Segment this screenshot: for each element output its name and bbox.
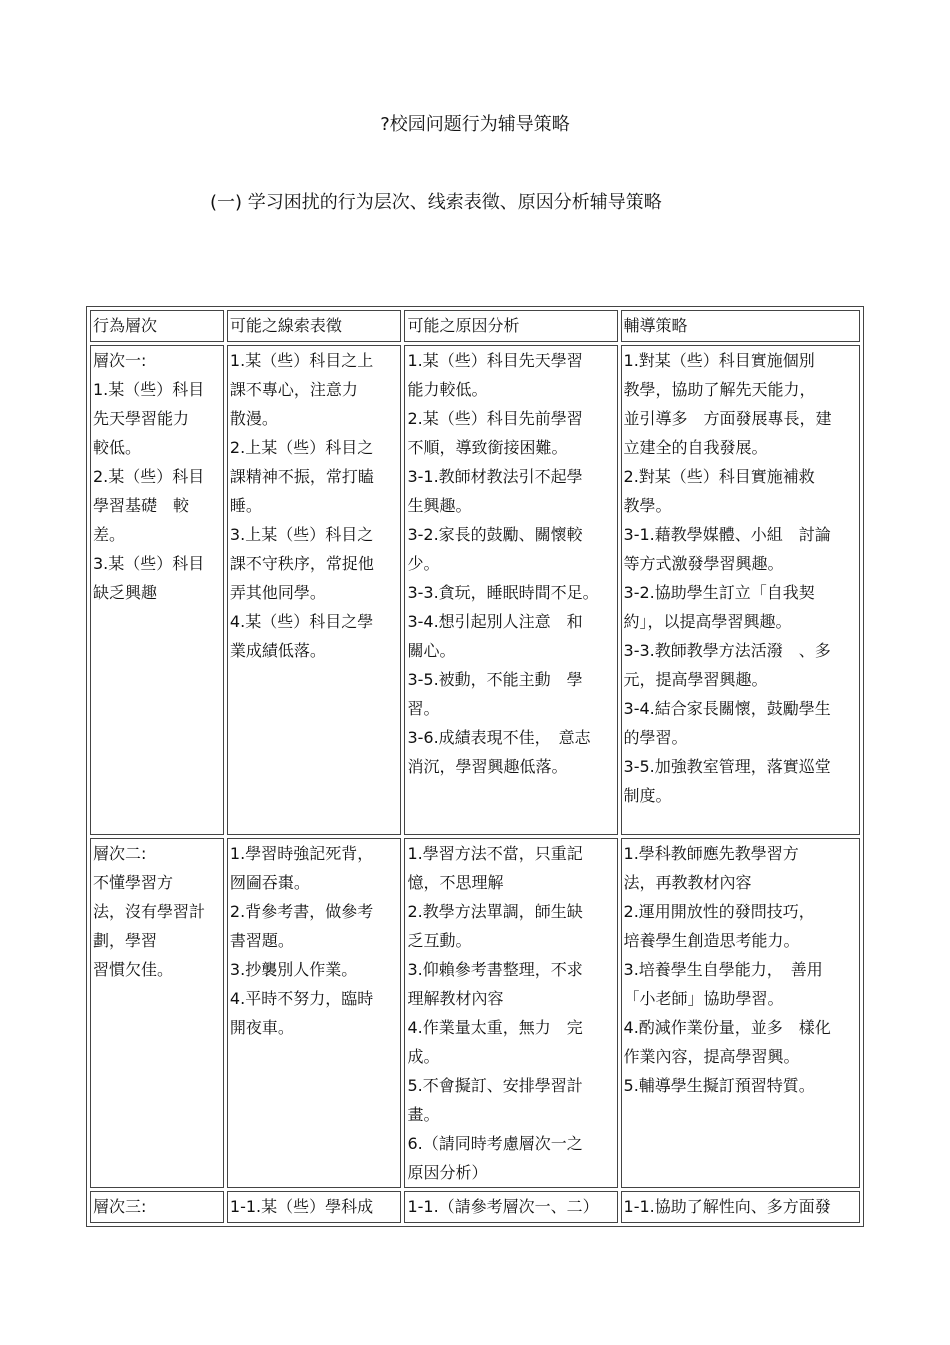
table-row <box>90 1191 860 1223</box>
cell-text-line: 課不專心，注意力 <box>229 380 358 399</box>
cell-clue-signs <box>227 345 402 835</box>
cell-text-line: 2.某（些）科目 <box>93 467 205 486</box>
cell-text-line: 3-2.協助學生訂立「自我契 <box>623 583 815 602</box>
cell-cause-analysis <box>404 838 617 1188</box>
cell-text-line: 關心。 <box>407 641 456 660</box>
cell-text-line: 「小老師」協助學習。 <box>623 989 784 1008</box>
cell-guidance-strategy <box>621 1191 860 1223</box>
cell-text-line: 學習基礎 較 <box>93 496 190 515</box>
cell-text-line: 3-1.藉教學媒體、小組 討論 <box>623 525 831 544</box>
cell-text-line: 1.學習時強記死背， <box>229 844 374 863</box>
cell-guidance-strategy <box>621 838 860 1188</box>
cell-text-line: 5.輔導學生擬訂預習特質。 <box>623 1076 815 1095</box>
cell-text-line: 4.作業量太重，無力 完 <box>407 1018 583 1037</box>
cell-text-line: 1-1.某（些）學科成 <box>229 1197 374 1216</box>
cell-behavior-level <box>90 345 224 835</box>
cell-text-line: 習慣欠佳。 <box>93 960 174 979</box>
cell-text-line: 的學習。 <box>623 728 688 747</box>
header-guidance-strategy: 輔導策略 <box>621 310 860 342</box>
cell-text-line: 1.對某（些）科目實施個別 <box>623 351 815 370</box>
cell-text-line: 元，提高學習興趣。 <box>623 670 768 689</box>
cell-text-line: 1-1.（請參考層次一、二） <box>407 1197 599 1216</box>
cell-text-line: 1.學習方法不當，只重記 <box>407 844 583 863</box>
cell-text-line: 課不守秩序，常捉他 <box>229 554 374 573</box>
cell-text-line: 3-6.成績表現不佳， 意志 <box>407 728 591 747</box>
cell-behavior-level <box>90 1191 224 1223</box>
cell-text-line: 3-5.加強教室管理，落實巡堂 <box>623 757 831 776</box>
cell-text-line: 囫圇吞棗。 <box>229 873 310 892</box>
cell-text-line: 少。 <box>407 554 440 573</box>
cell-text-line: 生興趣。 <box>407 496 472 515</box>
cell-text-line: 2.運用開放性的發問技巧， <box>623 902 815 921</box>
cell-text-line: 5.不會擬訂、安排學習計 <box>407 1076 583 1095</box>
cell-text-line: 缺乏興趣 <box>93 583 158 602</box>
cell-text-line: 習。 <box>407 699 440 718</box>
cell-text-line: 3-5.被動，不能主動 學 <box>407 670 583 689</box>
cell-guidance-strategy <box>621 345 860 835</box>
cell-text-line: 立建全的自我發展。 <box>623 438 768 457</box>
cell-text-line: 層次三: <box>93 1197 147 1216</box>
section-subtitle: (一) 学习困扰的行为层次、线索表徵、原因分析辅导策略 <box>210 192 662 213</box>
cell-text-line: 1.學科教師應先教學習方 <box>623 844 799 863</box>
cell-text-line: 睡。 <box>229 496 262 515</box>
cell-text-line: 3-3.貪玩，睡眠時間不足。 <box>407 583 599 602</box>
table-header-row <box>90 310 860 342</box>
guidance-table <box>86 306 864 1227</box>
cell-text-line: 層次二: <box>93 844 147 863</box>
cell-text-line: 3-4.結合家長關懷，鼓勵學生 <box>623 699 831 718</box>
cell-text-line: 法，沒有學習計 <box>93 902 206 921</box>
cell-text-line: 消沉，學習興趣低落。 <box>407 757 568 776</box>
cell-text-line: 3.某（些）科目 <box>93 554 205 573</box>
cell-text-line: 3-3.教師教學方法活潑 、多 <box>623 641 831 660</box>
cell-text-line: 能力較低。 <box>407 380 488 399</box>
cell-cause-analysis <box>404 345 617 835</box>
cell-text-line: 層次一: <box>93 351 147 370</box>
cell-text-line: 劃，學習 <box>93 931 158 950</box>
cell-text-line: 1-1.協助了解性向、多方面發 <box>623 1197 831 1216</box>
cell-text-line: 1.某（些）科目 <box>93 380 205 399</box>
cell-text-line: 書習題。 <box>229 931 294 950</box>
header-cause-analysis: 可能之原因分析 <box>404 310 617 342</box>
cell-text-line: 制度。 <box>623 786 672 805</box>
cell-text-line: 2.背參考書，做參考 <box>229 902 374 921</box>
cell-text-line: 3-1.教師材教法引不起學 <box>407 467 583 486</box>
cell-text-line: 教學。 <box>623 496 672 515</box>
cell-text-line: 法，再教教材內容 <box>623 873 752 892</box>
cell-text-line: 乏互動。 <box>407 931 472 950</box>
cell-text-line: 3.抄襲別人作業。 <box>229 960 358 979</box>
cell-text-line: 較低。 <box>93 438 142 457</box>
cell-text-line: 4.酌減作業份量，並多 樣化 <box>623 1018 831 1037</box>
cell-text-line: 4.平時不努力，臨時 <box>229 989 374 1008</box>
cell-clue-signs <box>227 838 402 1188</box>
cell-text-line: 理解教材內容 <box>407 989 504 1008</box>
cell-text-line: 教學，協助了解先天能力， <box>623 380 816 399</box>
cell-text-line: 原因分析） <box>407 1163 488 1182</box>
cell-text-line: 課精神不振，常打瞌 <box>229 467 374 486</box>
page-title: ?校园问题行为辅导策略 <box>380 114 570 135</box>
cell-text-line: 憶，不思理解 <box>407 873 504 892</box>
cell-text-line: 散漫。 <box>229 409 278 428</box>
cell-text-line: 差。 <box>93 525 126 544</box>
cell-text-line: 畫。 <box>407 1105 440 1124</box>
header-clue-signs: 可能之線索表徵 <box>227 310 402 342</box>
cell-text-line: 1.某（些）科目先天學習 <box>407 351 583 370</box>
cell-text-line: 不懂學習方 <box>93 873 174 892</box>
cell-text-line: 1.某（些）科目之上 <box>229 351 374 370</box>
cell-text-line: 2.對某（些）科目實施補救 <box>623 467 815 486</box>
cell-text-line: 4.某（些）科目之學 <box>229 612 374 631</box>
cell-text-line: 先天學習能力 <box>93 409 190 428</box>
table-row <box>90 345 860 835</box>
cell-text-line: 作業內容，提高學習興。 <box>623 1047 800 1066</box>
cell-text-line: 6.（請同時考慮層次一之 <box>407 1134 583 1153</box>
cell-text-line: 2.某（些）科目先前學習 <box>407 409 583 428</box>
cell-text-line: 等方式激發學習興趣。 <box>623 554 784 573</box>
table-row <box>90 838 860 1188</box>
cell-text-line: 培養學生創造思考能力。 <box>623 931 800 950</box>
cell-cause-analysis <box>404 1191 617 1223</box>
cell-text-line: 業成績低落。 <box>229 641 326 660</box>
cell-text-line: 3-4.想引起別人注意 和 <box>407 612 583 631</box>
cell-text-line: 不順，導致銜接困難。 <box>407 438 568 457</box>
cell-text-line: 約」，以提高學習興趣。 <box>623 612 792 631</box>
cell-text-line: 3.培養學生自學能力， 善用 <box>623 960 823 979</box>
cell-text-line: 3.上某（些）科目之 <box>229 525 374 544</box>
cell-text-line: 開夜車。 <box>229 1018 294 1037</box>
cell-text-line: 2.教學方法單調，師生缺 <box>407 902 583 921</box>
cell-text-line: 成。 <box>407 1047 440 1066</box>
cell-text-line: 3.仰賴參考書整理，不求 <box>407 960 583 979</box>
cell-text-line: 弄其他同學。 <box>229 583 326 602</box>
cell-text-line: 並引導多 方面發展專長，建 <box>623 409 832 428</box>
header-behavior-level: 行為層次 <box>90 310 224 342</box>
cell-behavior-level <box>90 838 224 1188</box>
cell-clue-signs <box>227 1191 402 1223</box>
cell-text-line: 2.上某（些）科目之 <box>229 438 374 457</box>
cell-text-line: 3-2.家長的鼓勵、關懷較 <box>407 525 583 544</box>
